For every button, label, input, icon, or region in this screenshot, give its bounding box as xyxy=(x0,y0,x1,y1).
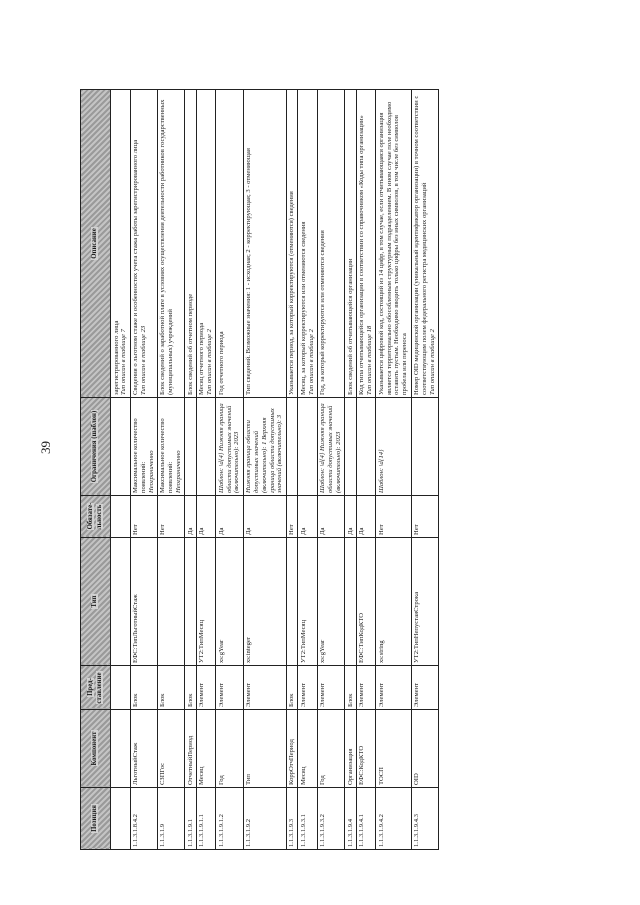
table-row xyxy=(196,90,216,850)
header-required: Обязате-льность xyxy=(81,496,111,538)
row-description: Сведения о льготном стаже и особенностях учета стажа работы зарегистрированного лица Тип описан в таблице 23 xyxy=(130,90,157,398)
row-limits xyxy=(196,398,216,496)
header-description: Описание xyxy=(81,90,111,398)
row-required: Да xyxy=(185,496,197,538)
table-row xyxy=(243,90,286,850)
row-representation: Элемент xyxy=(216,666,243,710)
header-limits: Ограничения (шаблон) xyxy=(81,398,111,496)
row-type: УТ2:ТипМесяц xyxy=(298,538,318,666)
row-description: Блок сведений об отчитывающейся организации xyxy=(345,90,357,398)
row-type xyxy=(185,538,197,666)
row-required: Да xyxy=(356,496,376,538)
row-type: ЕФС:ТипЛьготныйСтаж xyxy=(130,538,157,666)
table-row xyxy=(345,90,357,850)
row-required: Нет xyxy=(157,496,184,538)
row-required: Да xyxy=(243,496,286,538)
row-representation: Блок xyxy=(130,666,157,710)
row-limits: Шаблон: \d{14} xyxy=(376,398,411,496)
row-limits xyxy=(411,398,438,496)
row-position: 1.1.3.1.9.3 xyxy=(286,788,298,850)
row-component: Месяц xyxy=(298,710,318,788)
row-required: Да xyxy=(196,496,216,538)
row-description: Тип сведений. Возможные значения: 1 - исходная; 2 - корректирующая; 3 - отменяющая xyxy=(243,90,286,398)
row-type: xs:gYear xyxy=(317,538,344,666)
row-type: УТ2:ТипМесяц xyxy=(196,538,216,666)
row-required: Нет xyxy=(286,496,298,538)
table-row xyxy=(356,90,376,850)
row-required xyxy=(111,496,131,538)
row-type xyxy=(157,538,184,666)
row-position: 1.1.3.1.9.4.3 xyxy=(411,788,438,850)
table-row xyxy=(298,90,318,850)
row-type: УТ2:ТипНепустаяСтрока xyxy=(411,538,438,666)
row-representation xyxy=(111,666,131,710)
row-position: 1.1.3.1.9.4.1 xyxy=(356,788,376,850)
row-required: Нет xyxy=(130,496,157,538)
row-component: ОтчетныйПериод xyxy=(185,710,197,788)
row-component: СЗПГос xyxy=(157,710,184,788)
row-limits xyxy=(356,398,376,496)
row-description: Указывается период, за который корректируются (отменяются) сведения xyxy=(286,90,298,398)
row-component: КоррОтчПериод xyxy=(286,710,298,788)
row-description: Указывается цифровой код, состоящий из 14 цифр, в том случае, если отчитывающаяся организация является территориально обособленным структурным подразделением. В ином случае поле необходимо оставить пустым. Необходимо вводить только цифры без иных символов, в том числе без символов пробела или переноса xyxy=(376,90,411,398)
row-type: ЕФС:ТипКодКТО xyxy=(356,538,376,666)
row-position: 1.1.3.1.9.1.2 xyxy=(216,788,243,850)
row-component: OID xyxy=(411,710,438,788)
row-required: Да xyxy=(298,496,318,538)
row-representation: Элемент xyxy=(356,666,376,710)
row-description: Месяц отчетного периода Тип описан в таблице 2 xyxy=(196,90,216,398)
row-component: Организация xyxy=(345,710,357,788)
row-limits: Максимальное количество появлений: Неограниченно xyxy=(130,398,157,496)
row-type: xs:integer xyxy=(243,538,286,666)
row-limits xyxy=(286,398,298,496)
row-description: зарегистрированного лица Тип описан в таблице 7 xyxy=(111,90,131,398)
row-position: 1.1.3.1.8.4.2 xyxy=(130,788,157,850)
row-description: Блок сведений о заработной плате в условиях осуществления деятельности работников государственных (муниципальных) учреждений xyxy=(157,90,184,398)
row-position: 1.1.3.1.9.3.1 xyxy=(298,788,318,850)
table-row xyxy=(411,90,438,850)
rotated-table-container xyxy=(80,90,560,850)
table-row xyxy=(130,90,157,850)
table-row xyxy=(185,90,197,850)
row-limits: Шаблон: \d{4} Нижняя граница области допустимых значений (включительно): 2023 xyxy=(216,398,243,496)
row-representation: Блок xyxy=(286,666,298,710)
table-row xyxy=(376,90,411,850)
row-representation: Блок xyxy=(185,666,197,710)
row-position: 1.1.3.1.9.1 xyxy=(185,788,197,850)
row-limits xyxy=(111,398,131,496)
row-component: Тип xyxy=(243,710,286,788)
row-required: Нет xyxy=(411,496,438,538)
row-position: 1.1.3.1.9 xyxy=(157,788,184,850)
row-required: Нет xyxy=(376,496,411,538)
table-row xyxy=(216,90,243,850)
row-type xyxy=(111,538,131,666)
page-number: 39 xyxy=(38,441,53,454)
row-component: ЕФС:КодКТО xyxy=(356,710,376,788)
row-limits xyxy=(185,398,197,496)
header-component: Компонент xyxy=(81,710,111,788)
header-row xyxy=(81,90,111,850)
row-type: xs:string xyxy=(376,538,411,666)
row-representation: Элемент xyxy=(298,666,318,710)
row-limits xyxy=(345,398,357,496)
row-representation: Блок xyxy=(345,666,357,710)
table-row xyxy=(111,90,131,850)
row-position xyxy=(111,788,131,850)
row-limits xyxy=(298,398,318,496)
row-limits: Максимальное количество появлений: Неограниченно xyxy=(157,398,184,496)
row-description: Год отчетного периода xyxy=(216,90,243,398)
row-description: Месяц, за который корректируются или отменяются сведения Тип описан в таблице 2 xyxy=(298,90,318,398)
row-component: ЛьготныйСтаж xyxy=(130,710,157,788)
row-description: Блок сведений об отчетном периоде xyxy=(185,90,197,398)
row-type xyxy=(345,538,357,666)
row-representation: Элемент xyxy=(411,666,438,710)
row-position: 1.1.3.1.9.3.2 xyxy=(317,788,344,850)
row-position: 1.1.3.1.9.4.2 xyxy=(376,788,411,850)
row-required: Да xyxy=(345,496,357,538)
row-type: xs:gYear xyxy=(216,538,243,666)
header-representation: Пред-ставление xyxy=(81,666,111,710)
row-representation: Элемент xyxy=(196,666,216,710)
row-limits: Нижняя граница области допустимых значений (включительно): 1 Верхняя граница области допустимых значений (включительно): 3 xyxy=(243,398,286,496)
row-representation: Элемент xyxy=(243,666,286,710)
row-position: 1.1.3.1.9.1.1 xyxy=(196,788,216,850)
row-type xyxy=(286,538,298,666)
row-representation: Элемент xyxy=(317,666,344,710)
row-component xyxy=(111,710,131,788)
row-representation: Блок xyxy=(157,666,184,710)
row-description: Код типа отчитывающейся организации в соответствии со справочником «Коды типа организации» Тип описан в таблице 18 xyxy=(356,90,376,398)
row-description: Номер OID медицинской организации (уникальный идентификатор организации) в точном соответствии с соответствующим полем федерального регистра медицинских организаций Тип описан в таблице 2 xyxy=(411,90,438,398)
row-required: Да xyxy=(317,496,344,538)
row-position: 1.1.3.1.9.2 xyxy=(243,788,286,850)
table-row xyxy=(286,90,298,850)
row-component: ТОСП xyxy=(376,710,411,788)
row-required: Да xyxy=(216,496,243,538)
row-representation: Элемент xyxy=(376,666,411,710)
header-position: Позиция xyxy=(81,788,111,850)
header-type: Тип xyxy=(81,538,111,666)
row-limits: Шаблон: \d{4} Нижняя граница области допустимых значений (включительно): 2023 xyxy=(317,398,344,496)
table-row xyxy=(157,90,184,850)
row-description: Год, за который корректируются или отменяются сведения xyxy=(317,90,344,398)
row-component: Год xyxy=(216,710,243,788)
row-position: 1.1.3.1.9.4 xyxy=(345,788,357,850)
table-row xyxy=(317,90,344,850)
row-component: Год xyxy=(317,710,344,788)
row-component: Месяц xyxy=(196,710,216,788)
spec-table xyxy=(80,89,439,850)
